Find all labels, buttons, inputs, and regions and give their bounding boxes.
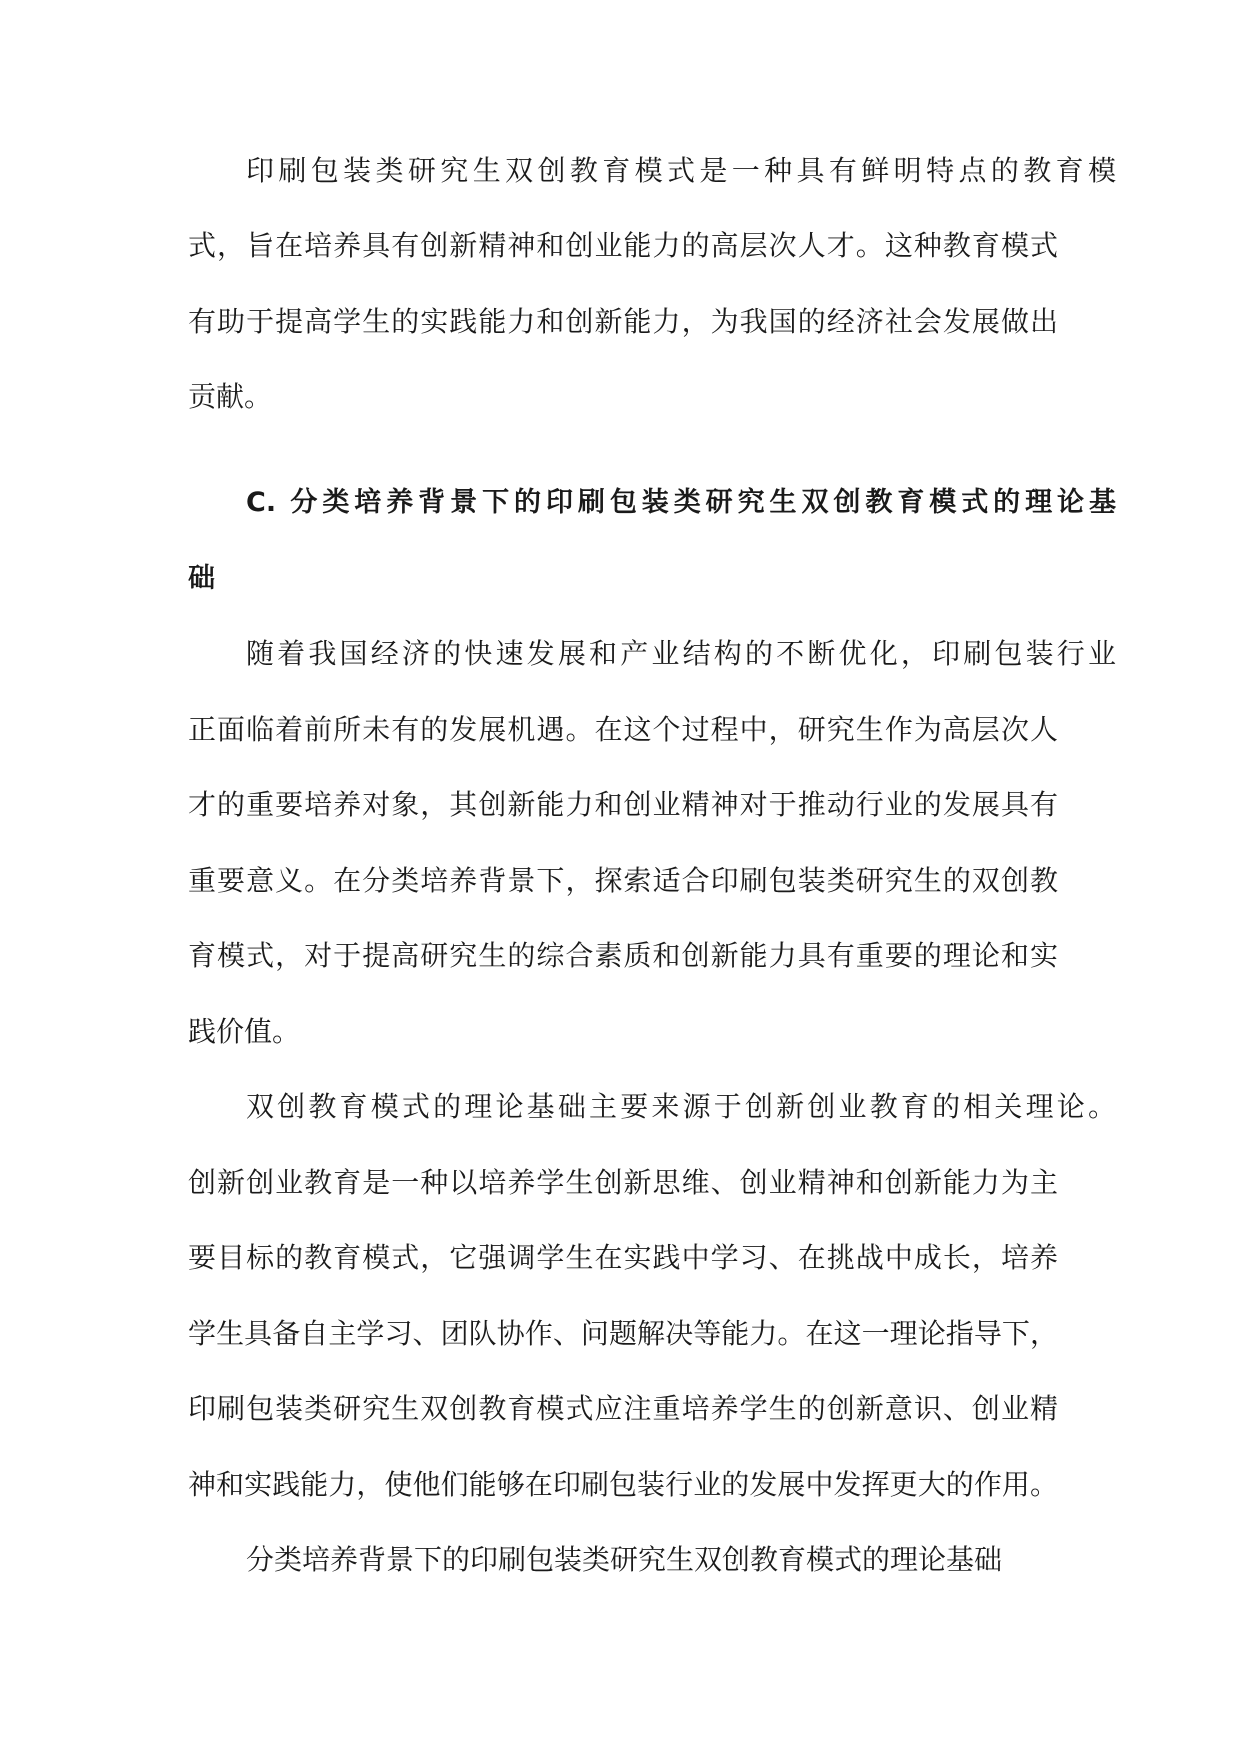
section-heading-line-1: C. 分类培养背景下的印刷包装类研究生双创教育模式的理论基 [246, 487, 1116, 518]
paragraph-3-line-5: 印刷包装类研究生双创教育模式应注重培养学生的创新意识、创业精 [188, 1392, 1058, 1425]
paragraph-2-line-1: 随着我国经济的快速发展和产业结构的不断优化，印刷包装行业 [246, 637, 1116, 670]
paragraph-1-line-1: 印刷包装类研究生双创教育模式是一种具有鲜明特点的教育模 [246, 154, 1116, 187]
paragraph-3-line-2: 创新创业教育是一种以培养学生创新思维、创业精神和创新能力为主 [188, 1166, 1058, 1199]
section-heading-line-2: 础 [188, 563, 215, 594]
paragraph-1-line-2: 式，旨在培养具有创新精神和创业能力的高层次人才。这种教育模式 [188, 229, 1058, 262]
paragraph-3-line-3: 要目标的教育模式，它强调学生在实践中学习、在挑战中成长，培养 [188, 1241, 1058, 1274]
paragraph-3-line-1: 双创教育模式的理论基础主要来源于创新创业教育的相关理论。 [246, 1090, 1116, 1123]
paragraph-3-line-4: 学生具备自主学习、团队协作、问题解决等能力。在这一理论指导下， [188, 1317, 1058, 1350]
paragraph-1-line-4: 贡献。 [188, 380, 273, 413]
paragraph-2-line-2: 正面临着前所未有的发展机遇。在这个过程中，研究生作为高层次人 [188, 713, 1058, 746]
paragraph-2-line-4: 重要意义。在分类培养背景下，探索适合印刷包装类研究生的双创教 [188, 864, 1058, 897]
paragraph-1-line-3: 有助于提高学生的实践能力和创新能力，为我国的经济社会发展做出 [188, 305, 1058, 338]
paragraph-3-line-6: 神和实践能力，使他们能够在印刷包装行业的发展中发挥更大的作用。 [188, 1468, 1058, 1501]
paragraph-2-line-3: 才的重要培养对象，其创新能力和创业精神对于推动行业的发展具有 [188, 788, 1058, 821]
paragraph-2-line-5: 育模式，对于提高研究生的综合素质和创新能力具有重要的理论和实 [188, 939, 1058, 972]
paragraph-2-line-6: 践价值。 [188, 1015, 301, 1048]
paragraph-4-line-1: 分类培养背景下的印刷包装类研究生双创教育模式的理论基础 [246, 1543, 1003, 1576]
